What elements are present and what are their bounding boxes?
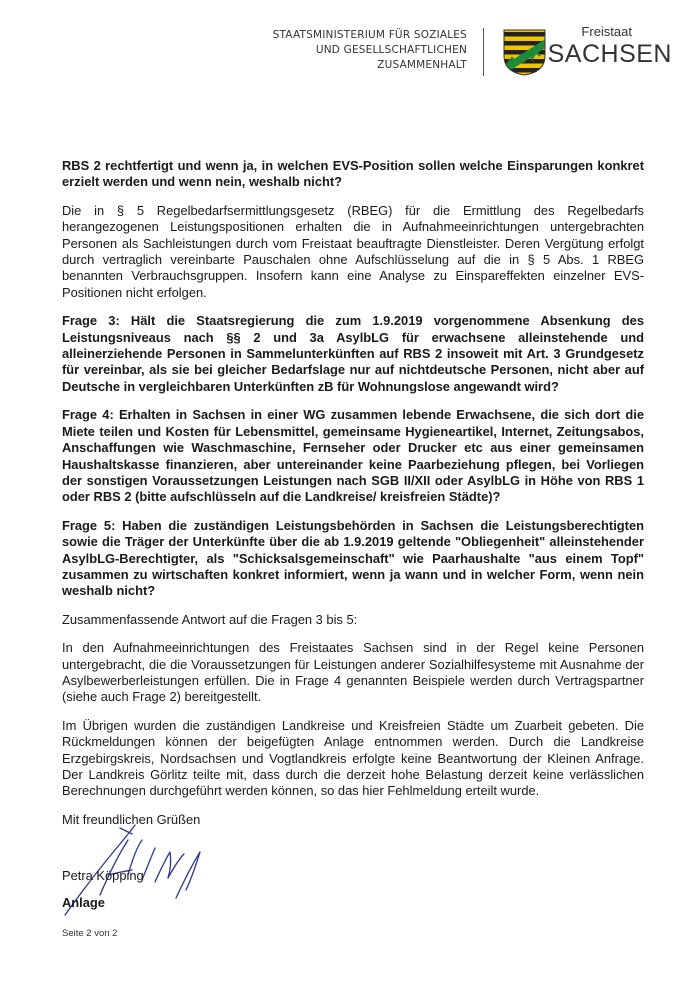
- closing-greeting: Mit freundlichen Grüßen: [62, 811, 201, 827]
- ministry-line-3: ZUSAMMENHALT: [377, 59, 467, 71]
- question-5: Frage 5: Haben die zuständigen Leistungsbehörden in Sachsen die Leistungsberechtigten sowie die Träger der Unterkünfte über die ab 1.9.2019 geltende "Obliegenheit" alleinstehender AsylbLG-Berechtigter, als "Schicksalsgemeinschaft" wie Paarhaushalte "aus einem Topf" zusammen zu wirtschaften konkret informiert, wenn ja wann und in welcher Form, wenn nein weshalb nicht?: [62, 517, 644, 599]
- letterhead: [212, 22, 672, 82]
- question-4: Frage 4: Erhalten in Sachsen in einer WG zusammen lebende Erwachsene, die sich dort die Miete teilen und Kosten für Lebensmittel, gemeinsame Hygieneartikel, Internet, Zeitungsabos, Anschaffungen wie Waschmaschine, Fernseher oder Drucker etc aus einer gemeinsamen Haushaltskasse finanzieren, aber untereinander keine Paarbeziehung pflegen, bei Vorliegen der sonstigen Voraussetzungen Leistungen nach SGB II/XII oder AsylbLG in Höhe von RBS 1 oder RBS 2 (bitte aufschlüsseln auf die Landkreise/ kreisfreien Städte)?: [62, 407, 644, 505]
- ministry-line-2: UND GESELLSCHAFTLICHEN: [315, 44, 467, 56]
- state-label-large: SACHSEN: [547, 40, 672, 68]
- state-label-small: Freistaat: [581, 24, 632, 39]
- page-number: Seite 2 von 2: [62, 928, 118, 939]
- answer-2: Die in § 5 Regelbedarfsermittlungsgesetz (RBEG) für die Ermittlung des Regelbedarfs herangezogenen Leistungspositionen erhalten die in Aufnahmeeinrichtungen untergebrachten Personen als Sachleistungen durch vom Freistaat beauftragte Dienstleister. Deren Vergütung erfolgt durch vertraglich vereinbarte Pauschalen ohne Aufschlüsselung auf die in § 5 Abs. 1 RBEG benannten Verbrauchsgruppen. Insofern kann eine Analyse zu Einspareffekten einzelner EVS-Positionen nicht erfolgen.: [62, 202, 644, 300]
- letterhead-divider: [483, 28, 484, 76]
- attachment-label: Anlage: [62, 895, 105, 910]
- saxony-crest-icon: [502, 28, 547, 77]
- summary-answer-heading: Zusammenfassende Antwort auf die Fragen 3 bis 5:: [62, 611, 358, 627]
- letter-body: [62, 158, 644, 828]
- ministry-name: [273, 28, 467, 73]
- question-2-tail: RBS 2 rechtfertigt und wenn ja, in welchen EVS-Position sollen welche Einsparungen konkret erzielt werden und wenn nein, weshalb nicht?: [62, 158, 644, 190]
- question-3: Frage 3: Hält die Staatsregierung die zum 1.9.2019 vorgenommene Absenkung des Leistungsniveaus nach §§ 2 und 3a AsylbLG für erwachsene alleinstehende und alleinerziehende Personen in Sammelunterkünften auf RBS 2 insoweit mit Art. 3 Grundgesetz für vereinbar, als sie bei gleicher Bedarfslage nur auf nichtdeutsche Personen, nicht aber auf Deutsche in vergleichbaren Unterkünften zB für Wohnungslose angewandt wird?: [62, 313, 644, 394]
- ministry-line-1: STAATSMINISTERIUM FÜR SOZIALES: [272, 29, 467, 41]
- signatory-name: Petra Köpping: [62, 868, 144, 883]
- summary-answer-2: Im Übrigen wurden die zuständigen Landkreise und Kreisfreien Städte um Zuarbeit gebeten. Die Rückmeldungen können der beigefügten Anlage entnommen werden. Durch die Landkreise Erzgebirgskreis, Nordsachsen und Vogtlandkreis erfolgte keine Beantwortung der Kleinen Anfrage. Der Landkreis Görlitz teilte mit, dass durch die derzeit hohe Belastung derzeit keine verlässlichen Berechnungen durchgeführt werden können, so das hier Fehlmeldung erteilt wurde.: [62, 717, 644, 799]
- summary-answer-1: In den Aufnahmeeinrichtungen des Freistaates Sachsen sind in der Regel keine Personen untergebracht, die die Voraussetzungen für Leistungen anderer Sozialhilfesysteme mit Ausnahme der Asylbewerberleistungen erfüllen. Die in Frage 4 genannten Beispiele werden durch Vertragspartner (siehe auch Frage 2) bereitgestellt.: [62, 640, 644, 705]
